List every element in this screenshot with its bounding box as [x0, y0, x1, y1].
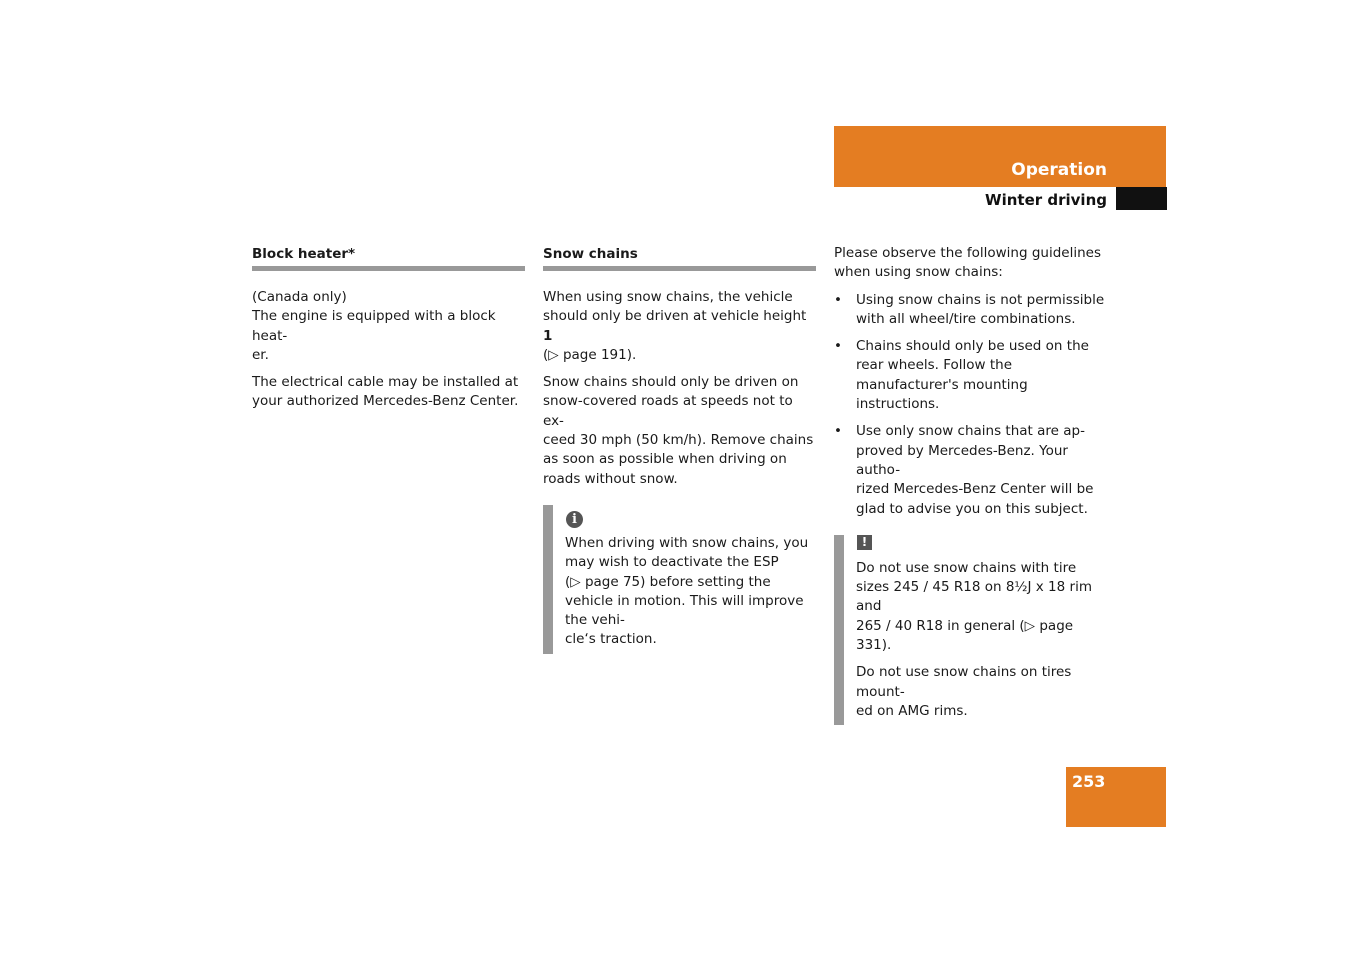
- column-block-heater: [252, 244, 525, 420]
- page-reference: (▷ page 191).: [543, 346, 637, 363]
- bullet-icon: •: [834, 291, 842, 308]
- warning-note: [834, 535, 1109, 725]
- list-item: [834, 291, 1109, 330]
- bullet-icon: •: [834, 338, 842, 355]
- chapter-header-band: [834, 126, 1166, 187]
- snow-chains-heading: Snow chains: [543, 244, 816, 271]
- column-guidelines: [834, 244, 1109, 725]
- info-note: [543, 505, 816, 654]
- warning-icon: !: [857, 535, 872, 550]
- column-snow-chains: [543, 244, 816, 654]
- block-heater-paragraph-1: (Canada only) The engine is equipped with a block heat- er.: [252, 289, 496, 363]
- info-icon: i: [566, 511, 583, 528]
- section-title: Winter driving: [985, 191, 1107, 209]
- block-heater-paragraph-2: The electrical cable may be installed at your authorized Mercedes-Benz Center.: [252, 374, 519, 410]
- block-heater-heading: Block heater*: [252, 244, 525, 271]
- guidelines-list: [834, 291, 1109, 519]
- warning-paragraph-1: Do not use snow chains with tire sizes 245 / 45 R18 on 8½J x 18 rim and 265 / 40 R18 in general (▷ page 331).: [856, 559, 1092, 654]
- warning-paragraph-2: Do not use snow chains on tires mount- ed on AMG rims.: [856, 664, 1072, 719]
- vehicle-height-text: When using snow chains, the vehicle should only be driven at vehicle height: [543, 289, 807, 325]
- list-item: [834, 337, 1109, 414]
- snow-chains-paragraph-2: Snow chains should only be driven on snow-covered roads at speeds not to ex- ceed 30 mph (50 km/h). Remove chains as soon as possible when driving on roads without snow.: [543, 374, 814, 487]
- guidelines-intro: Please observe the following guidelines when using snow chains:: [834, 245, 1101, 281]
- page-number: 253: [1072, 772, 1106, 791]
- section-tab-marker: [1116, 187, 1167, 210]
- info-note-text: When driving with snow chains, you may wish to deactivate the ESP (▷ page 75) before setting the vehicle in motion. This will improve the vehi- cle‘s traction.: [565, 534, 809, 648]
- list-item-text: Chains should only be used on the rear wheels. Follow the manufacturer's mounting instructions.: [856, 338, 1089, 413]
- list-item-text: Use only snow chains that are ap- proved by Mercedes-Benz. Your autho- rized Mercedes-Benz Center will be glad to advise you on this subject.: [856, 423, 1094, 517]
- vehicle-height-level: 1: [543, 327, 553, 344]
- list-item: [834, 422, 1109, 518]
- list-item-text: Using snow chains is not permissible with all wheel/tire combinations.: [856, 291, 1105, 327]
- snow-chains-paragraph-1: [543, 288, 816, 365]
- chapter-title: Operation: [1011, 160, 1107, 180]
- bullet-icon: •: [834, 423, 842, 440]
